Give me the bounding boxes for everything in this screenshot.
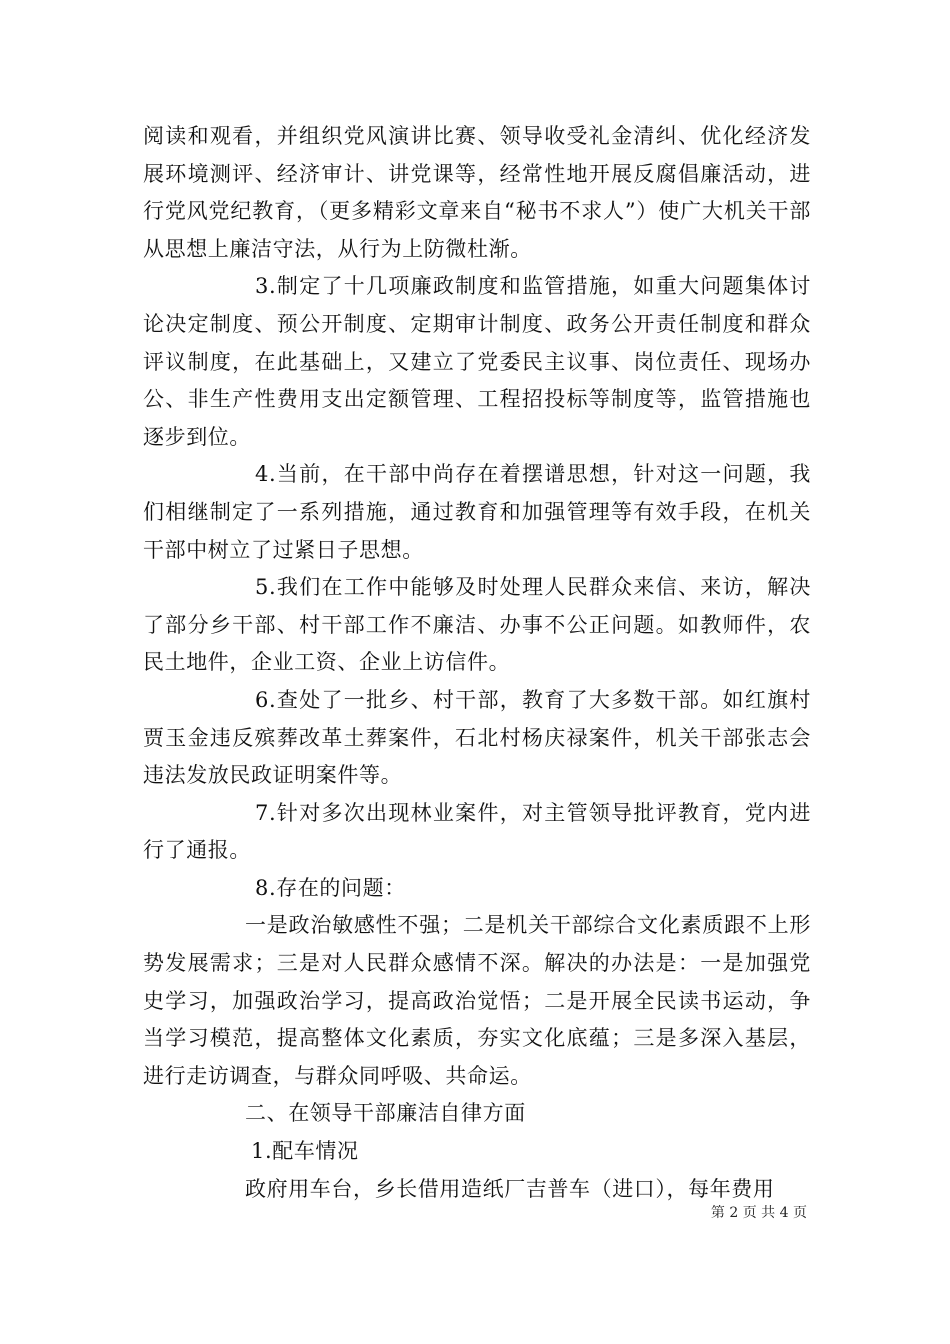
paragraph-item-7: 7.针对多次出现林业案件，对主管领导批评教育，党内进行了通报。: [143, 800, 811, 863]
paragraph-vehicle: 政府用车台，乡长借用造纸厂吉普车（进口），每年费用: [245, 1176, 775, 1201]
paragraph-continuation: 阅读和观看，并组织党风演讲比赛、领导收受礼金清纠、优化经济发展环境测评、经济审计、讲党课等，经常性地开展反腐倡廉活动，进行党风党纪教育，（更多精彩文章来自“秘书不求人”）使广大机关干部从思想上廉洁守法，从行为上防微杜渐。: [143, 124, 811, 261]
subsection-heading: 1.配车情况: [251, 1139, 359, 1164]
body-text: [143, 118, 811, 1208]
page-number: 第 2 页 共 4 页: [710, 1205, 807, 1221]
paragraph-item-4: 4.当前，在干部中尚存在着摆谱思想，针对这一问题，我们相继制定了一系列措施，通过教育和加强管理等有效手段，在机关干部中树立了过紧日子思想。: [143, 462, 811, 562]
paragraph-item-8: 8.存在的问题：: [255, 875, 406, 900]
paragraph-item-6: 6.查处了一批乡、村干部，教育了大多数干部。如红旗村贾玉金违反殡葬改革土葬案件，石北村杨庆禄案件，机关干部张志会违法发放民政证明案件等。: [143, 687, 811, 788]
paragraph-problems: 一是政治敏感性不强；二是机关干部综合文化素质跟不上形势发展需求；三是对人民群众感情不深。解决的办法是：一是加强党史学习，加强政治学习，提高政治觉悟；二是开展全民读书运动，争当学习模范，提高整体文化素质，夯实文化底蕴；三是多深入基层，进行走访调查，与群众同呼吸、共命运。: [143, 913, 811, 1088]
paragraph-item-3: 3.制定了十几项廉政制度和监管措施，如重大问题集体讨论决定制度、预公开制度、定期审计制度、政务公开责任制度和群众评议制度，在此基础上，又建立了党委民主议事、岗位责任、现场办公、非生产性费用支出定额管理、工程招投标等制度等，监管措施也逐步到位。: [143, 274, 811, 449]
paragraph-item-5: 5.我们在工作中能够及时处理人民群众来信、来访，解决了部分乡干部、村干部工作不廉洁、办事不公正问题。如教师件，农民土地件，企业工资、企业上访信件。: [143, 575, 811, 675]
section-heading: 二、在领导干部廉洁自律方面: [245, 1101, 526, 1126]
